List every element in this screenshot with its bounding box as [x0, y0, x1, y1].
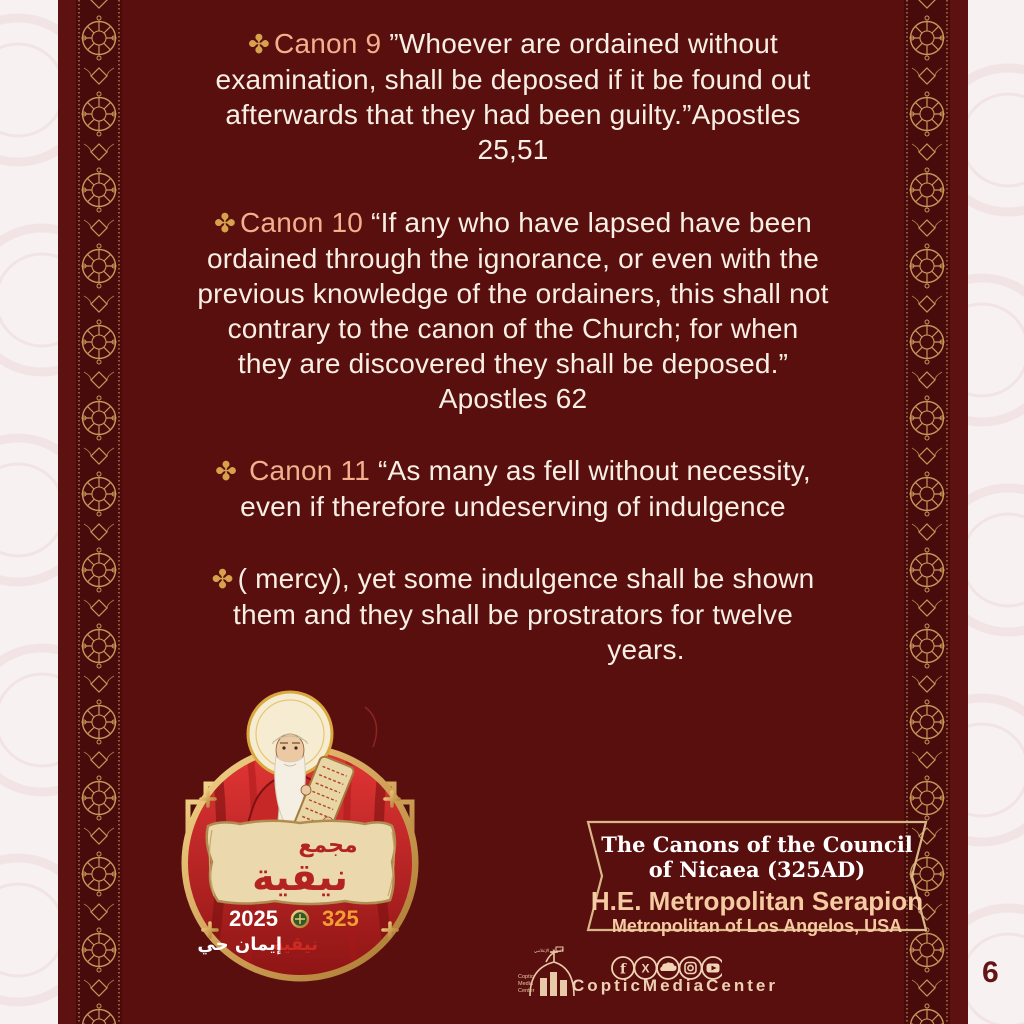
canon-line — [122, 453, 904, 489]
canon-10-block — [122, 205, 904, 416]
title-box-text — [584, 820, 930, 937]
canon-line: previous knowledge of the ordainers, this shall not — [197, 278, 829, 309]
coptic-cross-icon: ✤ — [214, 208, 237, 238]
canon-line: Apostles 62 — [438, 383, 588, 414]
svg-text:Center: Center — [518, 988, 535, 994]
canon-text: “If any who have lapsed have been — [363, 207, 812, 238]
svg-text:f: f — [619, 961, 627, 978]
canon-line: they are discovered they shall be deposed.” — [237, 348, 789, 379]
coptic-cross-icon: ✤ — [211, 564, 234, 594]
svg-text:Media: Media — [518, 981, 533, 987]
coptic-cross-icon: ✤ — [215, 456, 238, 486]
canon-line: them and they shall be prostrators for twelve — [233, 599, 793, 630]
canon-line — [122, 561, 904, 597]
year-2025: 2025 — [229, 906, 278, 931]
watermark-medallions-left — [0, 0, 58, 1024]
coptic-cross-icon: ✤ — [248, 29, 271, 59]
canon-text: ( mercy), yet some indulgence shall be shown — [237, 563, 815, 594]
mercy-block — [122, 561, 904, 667]
canon-line — [122, 26, 904, 62]
canon-text: ”Whoever are ordained without — [381, 28, 778, 59]
parchment-scroll — [207, 821, 395, 904]
canon-text: “As many as fell without necessity, — [370, 455, 811, 486]
title-line-2: of Nicaea (325AD) — [648, 857, 866, 882]
metropolitan-title: Metropolitan of Los Angelos, USA — [611, 916, 903, 936]
canon-10-label: Canon 10 — [240, 207, 364, 238]
title-line-1: The Canons of the Council — [601, 832, 913, 857]
ornate-border-left — [76, 0, 122, 1024]
slogan-arabic-white: إيمان حي — [197, 934, 282, 955]
watermark-medallions-right — [968, 0, 1024, 1024]
canon-line: ordained through the ignorance, or even with the — [206, 243, 819, 274]
right-maroon-strip — [950, 0, 968, 1024]
canon-9-label: Canon 9 — [274, 28, 382, 59]
canon-line — [122, 205, 904, 241]
left-page-margin — [0, 0, 58, 1024]
emblem-slogan — [197, 934, 318, 955]
svg-text:Coptic: Coptic — [518, 974, 534, 980]
canon-line: even if therefore undeserving of indulgence — [240, 491, 786, 522]
canon-line: 25,51 — [477, 134, 549, 165]
content-panel — [122, 0, 924, 1024]
canon-line: afterwards that they had been guilty.”Apostles — [225, 99, 801, 130]
decorative-swirl — [365, 707, 377, 747]
metropolitan-name: H.E. Metropolitan Serapion — [590, 886, 924, 916]
year-325: 325 — [322, 906, 359, 931]
canon-line: years. — [607, 634, 685, 665]
brand-name: CopticMediaCenter — [572, 976, 778, 995]
slogan-arabic-red: نيقية — [272, 934, 318, 955]
emblem-arabic-main: نيقية — [252, 855, 348, 899]
canon-9-block — [122, 26, 904, 167]
nicaea-council-emblem — [160, 672, 445, 990]
svg-text:X: X — [641, 961, 650, 976]
canon-11-block — [122, 453, 904, 524]
title-box — [584, 820, 930, 936]
canon-line: examination, shall be deposed if it be found out — [215, 64, 811, 95]
svg-text:ﺍﻟﻤﺮﻛﺰ ﺍﻹﻋﻼﻣﻲ: ﺍﻟﻤﺮﻛﺰ ﺍﻹﻋﻼﻣﻲ — [534, 948, 563, 953]
left-maroon-strip — [58, 0, 76, 1024]
canon-11-label: Canon 11 — [241, 455, 371, 486]
emblem-arabic-top: مجمع — [298, 833, 358, 858]
page-number: 6 — [982, 956, 999, 989]
canon-line: contrary to the canon of the Church; for when — [227, 313, 799, 344]
right-page-margin — [968, 0, 1024, 1024]
